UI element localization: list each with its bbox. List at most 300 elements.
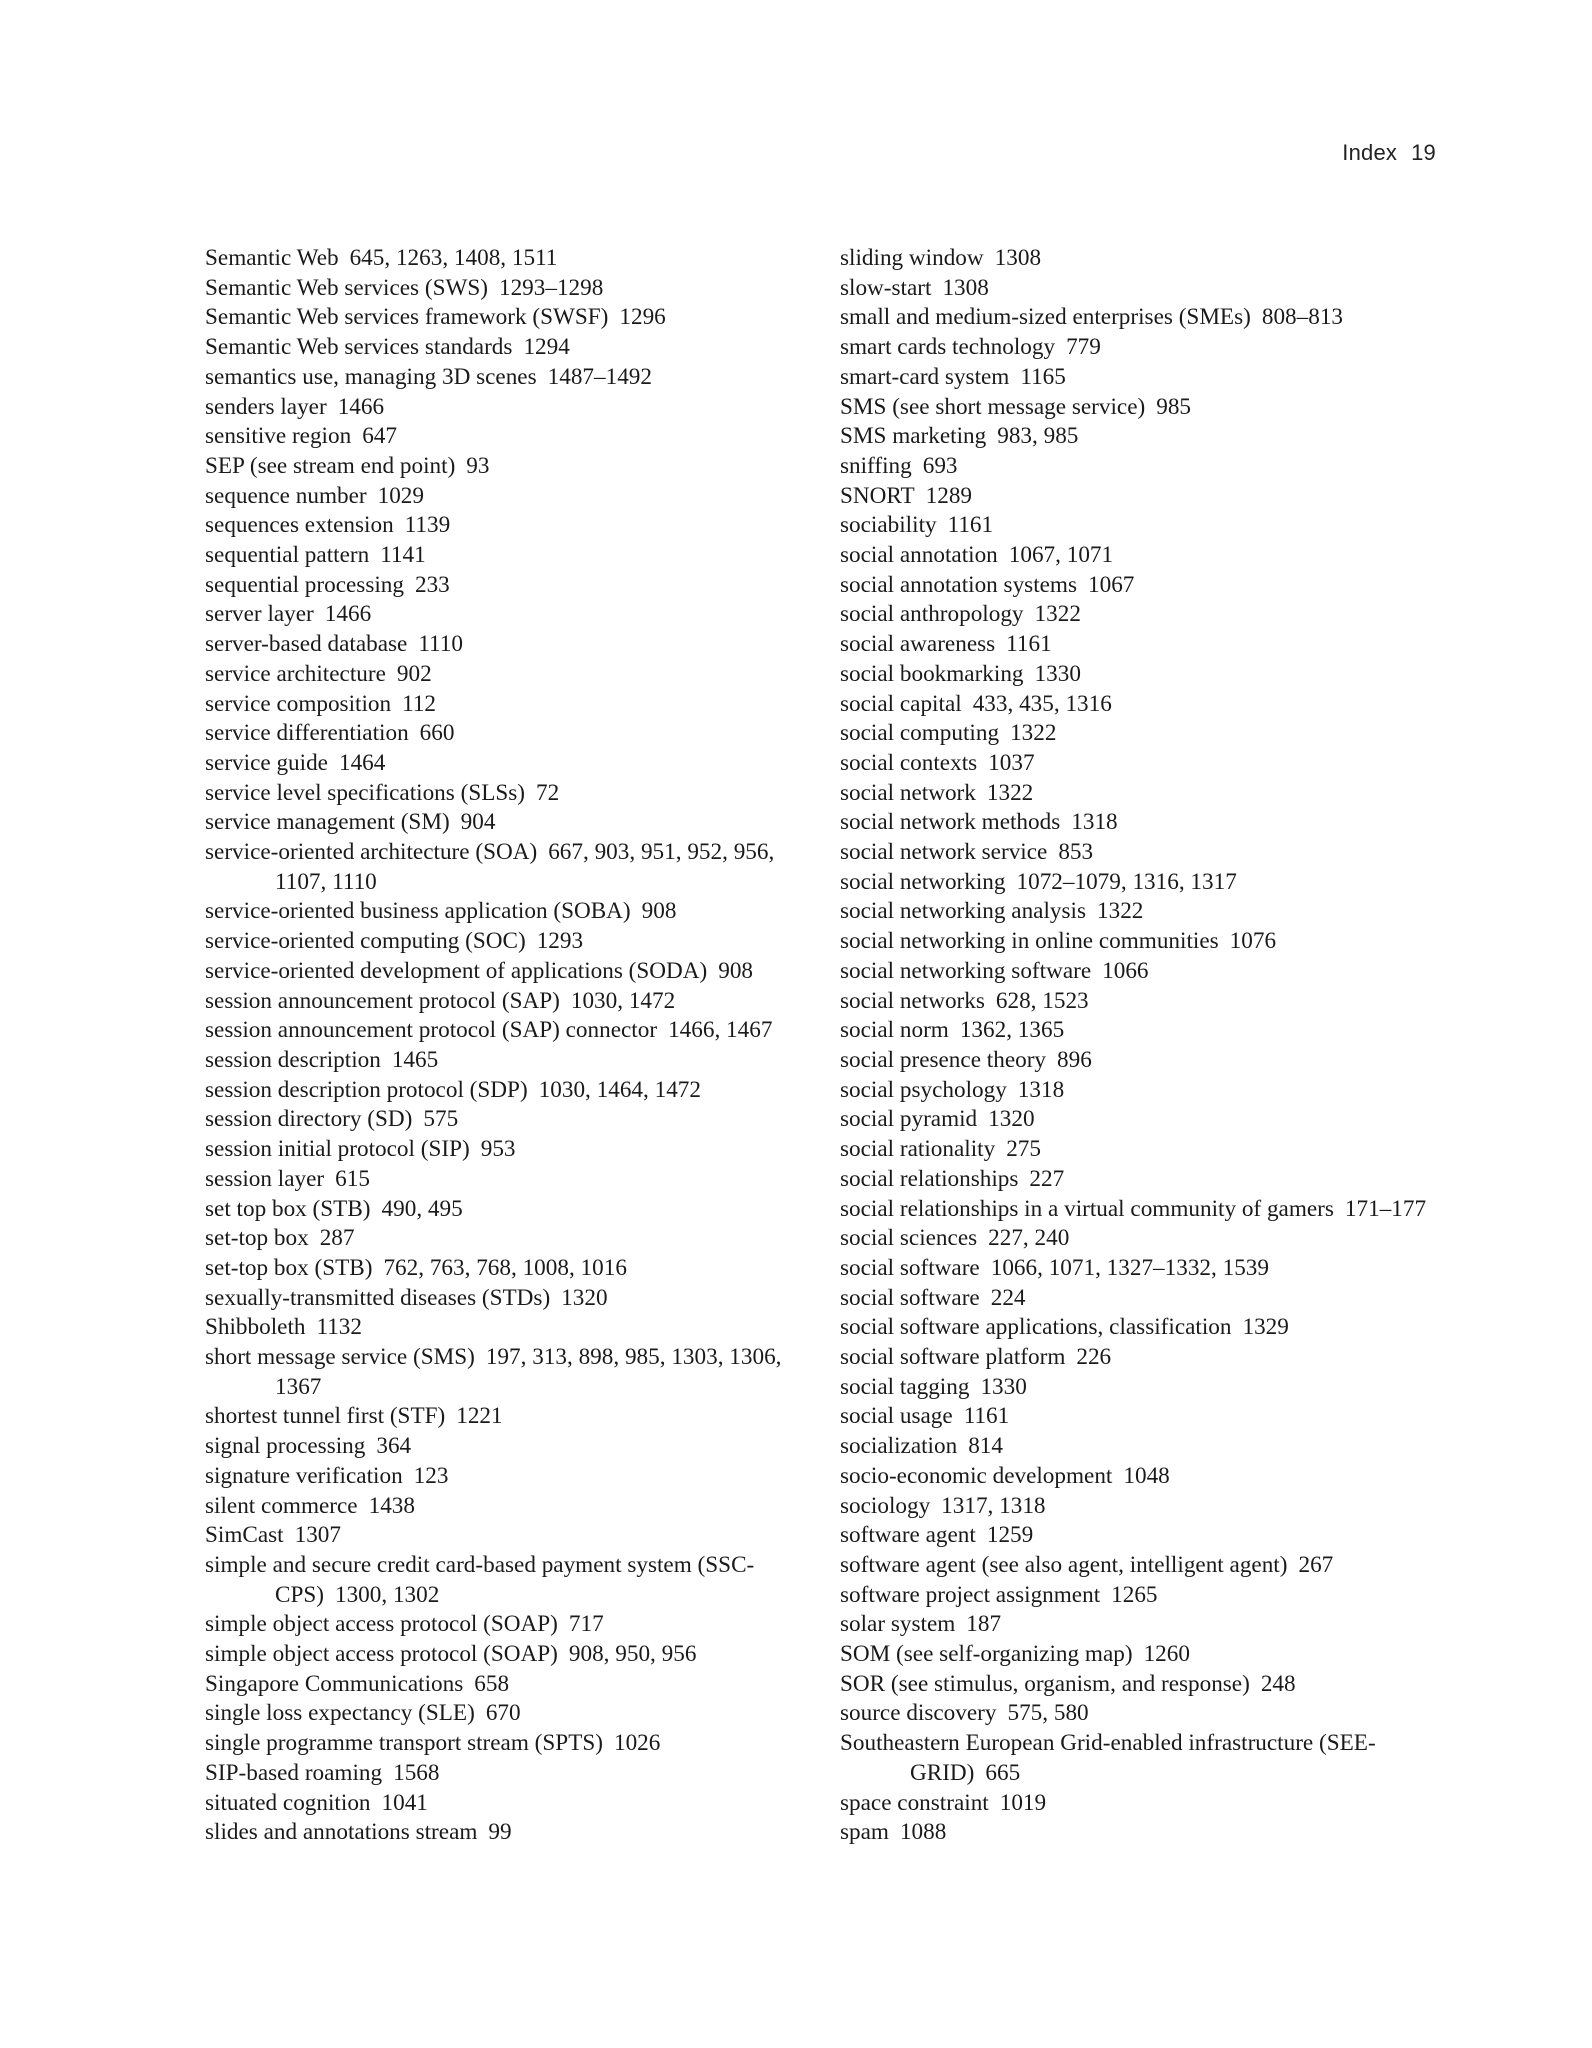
index-term: social networking software: [840, 957, 1092, 984]
index-term: situated cognition: [205, 1789, 371, 1816]
index-page-refs: 93: [466, 452, 490, 479]
index-term: Semantic Web services (SWS): [205, 274, 488, 301]
index-term: social networks: [840, 987, 985, 1014]
index-page-refs: 1161: [947, 512, 994, 539]
index-term: social anthropology: [840, 601, 1024, 628]
index-entry: [840, 1373, 1440, 1403]
index-page-refs: 187: [966, 1611, 1002, 1638]
index-page-refs: 985: [1156, 393, 1192, 420]
index-page-refs: 1259: [986, 1522, 1034, 1549]
index-entry: [205, 1076, 795, 1106]
index-page-refs: 1289: [925, 482, 972, 509]
index-term: social software: [840, 1284, 980, 1311]
index-term: slides and annotations stream: [205, 1819, 478, 1846]
index-entry: [840, 1224, 1440, 1254]
index-page-refs: 808–813: [1261, 304, 1343, 331]
index-entry: [205, 660, 795, 690]
index-page-refs: 575, 580: [1007, 1700, 1089, 1727]
index-term: software project assignment: [840, 1581, 1101, 1608]
index-page-refs: 717: [568, 1611, 604, 1638]
index-entry: [205, 1551, 795, 1610]
index-page-refs: 1293: [536, 928, 584, 955]
index-term: sniffing: [840, 452, 912, 479]
index-term: social networking analysis: [840, 898, 1086, 925]
index-entry: [840, 719, 1440, 749]
index-entry: [205, 1195, 795, 1225]
index-page-refs: 1322: [1097, 898, 1144, 925]
index-term: socio-economic development: [840, 1462, 1113, 1489]
index-entry: [840, 1551, 1440, 1581]
index-page-refs: 1139: [404, 512, 451, 539]
index-entry: [840, 393, 1440, 423]
index-term: social bookmarking: [840, 660, 1024, 687]
index-entry: [205, 1640, 795, 1670]
index-page-refs: 1322: [986, 779, 1034, 806]
index-entry: [205, 1818, 795, 1848]
index-page-refs: 670: [485, 1700, 521, 1727]
index-page-refs: 1161: [1006, 631, 1052, 658]
index-page-refs: 902: [396, 660, 432, 687]
index-page-refs: 853: [1058, 839, 1094, 866]
index-entry: [840, 779, 1440, 809]
index-term: sliding window: [840, 245, 984, 271]
index-entry: [205, 1610, 795, 1640]
index-page-refs: 1322: [1010, 720, 1057, 747]
index-term: service composition: [205, 690, 392, 717]
index-term: software agent: [840, 1522, 976, 1549]
index-entry: [840, 1492, 1440, 1522]
index-term: service-oriented business application (SOBA): [205, 898, 631, 925]
index-term: social rationality: [840, 1136, 996, 1163]
index-term: social software platform: [840, 1344, 1066, 1371]
index-term: socialization: [840, 1433, 958, 1460]
index-page-refs: 1165: [1020, 363, 1066, 390]
index-page-refs: 1296: [619, 304, 666, 331]
index-entry: [205, 1165, 795, 1195]
index-entry: [205, 690, 795, 720]
index-term: social psychology: [840, 1076, 1007, 1103]
index-term: sensitive region: [205, 423, 352, 450]
running-head: [1342, 140, 1436, 166]
index-page-refs: 1066, 1071, 1327–1332, 1539: [990, 1254, 1269, 1281]
index-entry: [205, 897, 795, 927]
index-page-refs: 1067, 1071: [1008, 542, 1114, 569]
index-entry: [205, 1462, 795, 1492]
index-term: set-top box (STB): [205, 1254, 373, 1281]
index-term: SMS (see short message service): [840, 393, 1146, 420]
index-page-refs: 224: [990, 1284, 1026, 1311]
index-page-refs: 1466, 1467: [668, 1017, 773, 1044]
index-page-refs: 1487–1492: [547, 363, 652, 390]
index-term: smart-card system: [840, 363, 1010, 390]
index-page-refs: 1320: [988, 1106, 1035, 1133]
index-term: Semantic Web services framework (SWSF): [205, 304, 609, 331]
index-entry: [205, 838, 795, 897]
index-term: single programme transport stream (SPTS): [205, 1730, 603, 1757]
index-entry: [205, 987, 795, 1017]
index-entry: [840, 541, 1440, 571]
index-term: session layer: [205, 1165, 325, 1192]
index-page-refs: 1026: [613, 1730, 661, 1757]
index-entry: [840, 1699, 1440, 1729]
index-term: social annotation systems: [840, 571, 1077, 598]
index-entry: [840, 1165, 1440, 1195]
index-term: Semantic Web services standards: [205, 334, 513, 361]
section-title: Index: [1342, 140, 1398, 165]
index-term: spam: [840, 1819, 889, 1846]
index-term: service level specifications (SLSs): [205, 779, 526, 806]
index-term: sexually-transmitted diseases (STDs): [205, 1284, 551, 1311]
index-term: session directory (SD): [205, 1106, 413, 1133]
index-entry: [840, 1729, 1440, 1788]
index-entry: [205, 1670, 795, 1700]
index-page-refs: 1318: [1017, 1076, 1065, 1103]
index-term: social relationships: [840, 1165, 1019, 1192]
index-page-refs: 628, 1523: [995, 987, 1089, 1014]
index-page-refs: 1568: [393, 1759, 440, 1786]
index-entry: [840, 1462, 1440, 1492]
index-term: short message service (SMS): [205, 1344, 475, 1371]
index-page-refs: 1308: [942, 274, 989, 301]
index-entry: [205, 1313, 795, 1343]
index-term: simple and secure credit card-based payment system (SSC-CPS): [205, 1551, 755, 1608]
index-term: session description protocol (SDP): [205, 1076, 528, 1103]
index-term: social awareness: [840, 631, 996, 658]
index-entry: [840, 244, 1440, 274]
index-entry: [840, 690, 1440, 720]
index-entry: [205, 1492, 795, 1522]
index-page-refs: 665: [985, 1759, 1021, 1786]
index-entry: [840, 1313, 1440, 1343]
index-entry: [205, 1343, 795, 1402]
index-term: sequences extension: [205, 512, 394, 539]
index-entry: [840, 571, 1440, 601]
index-term: SEP (see stream end point): [205, 452, 456, 479]
index-page-refs: 233: [414, 571, 450, 598]
index-term: set top box (STB): [205, 1195, 371, 1222]
index-entry: [840, 1046, 1440, 1076]
index-page-refs: 953: [480, 1136, 516, 1163]
index-entry: [205, 1284, 795, 1314]
index-entry: [205, 1521, 795, 1551]
index-entry: [840, 1195, 1440, 1225]
index-entry: [205, 541, 795, 571]
index-page-refs: 227: [1029, 1165, 1065, 1192]
index-page-refs: 779: [1066, 334, 1101, 361]
index-term: social software applications, classification: [840, 1314, 1232, 1341]
index-term: social presence theory: [840, 1046, 1047, 1073]
index-term: social software: [840, 1254, 980, 1281]
index-entry: [205, 1016, 795, 1046]
index-page-refs: 693: [922, 452, 958, 479]
index-page-refs: 660: [419, 720, 455, 747]
index-term: senders layer: [205, 393, 327, 420]
index-term: social network: [840, 779, 976, 806]
index-term: sociology: [840, 1492, 931, 1519]
index-page-refs: 1048: [1123, 1462, 1170, 1489]
index-page-refs: 171–177: [1344, 1195, 1427, 1222]
index-page-refs: 1029: [377, 482, 424, 509]
index-term: social computing: [840, 720, 1000, 747]
index-page-refs: 112: [402, 690, 437, 717]
index-entry: [205, 779, 795, 809]
index-term: service-oriented development of applications (SODA): [205, 957, 708, 984]
index-page-refs: 1088: [899, 1819, 947, 1846]
index-entry: [205, 1789, 795, 1819]
index-entry: [840, 1105, 1440, 1135]
index-page-refs: 1019: [999, 1789, 1047, 1816]
index-page-refs: 645, 1263, 1408, 1511: [349, 245, 558, 271]
index-entry: [840, 957, 1440, 987]
index-entry: [205, 808, 795, 838]
index-term: space constraint: [840, 1789, 989, 1816]
index-entry: [840, 1818, 1440, 1848]
index-term: social relationships in a virtual community of gamers: [840, 1195, 1334, 1222]
index-page-refs: 896: [1057, 1046, 1092, 1073]
index-page-refs: 647: [362, 423, 397, 450]
index-entry: [840, 1521, 1440, 1551]
index-term: sequential pattern: [205, 542, 370, 569]
index-term: social network methods: [840, 809, 1061, 836]
index-entry: [840, 1402, 1440, 1432]
index-entry: [840, 1670, 1440, 1700]
index-page-refs: 1465: [391, 1046, 439, 1073]
index-entry: [205, 363, 795, 393]
index-term: social tagging: [840, 1373, 970, 1400]
index-entry: [205, 303, 795, 333]
index-entry: [205, 1105, 795, 1135]
index-term: slow-start: [840, 274, 932, 301]
index-term: SOM (see self-organizing map): [840, 1641, 1133, 1668]
index-page-refs: 1320: [561, 1284, 608, 1311]
index-term: social annotation: [840, 542, 998, 569]
index-term: smart cards technology: [840, 334, 1056, 361]
index-term: silent commerce: [205, 1492, 358, 1519]
index-page-refs: 1307: [294, 1522, 341, 1549]
index-entry: [205, 1699, 795, 1729]
index-entry: [840, 1640, 1440, 1670]
index-entry: [205, 600, 795, 630]
index-term: solar system: [840, 1611, 956, 1638]
index-entry: [205, 1402, 795, 1432]
index-page-refs: 1308: [994, 245, 1042, 271]
index-entry: [840, 482, 1440, 512]
index-page-refs: 667, 903, 951, 952, 956, 1107, 1110: [275, 839, 775, 895]
index-page-refs: 1317, 1318: [941, 1492, 1046, 1519]
index-term: sequential processing: [205, 571, 404, 598]
index-entry: [840, 1432, 1440, 1462]
index-entry: [840, 1581, 1440, 1611]
index-term: SIP-based roaming: [205, 1759, 383, 1786]
index-entry: [840, 1789, 1440, 1819]
index-term: session description: [205, 1046, 381, 1073]
index-entry: [840, 511, 1440, 541]
index-page-refs: 1322: [1034, 601, 1081, 628]
index-term: social contexts: [840, 749, 978, 776]
index-entry: [205, 422, 795, 452]
index-page-refs: 490, 495: [381, 1195, 463, 1222]
index-entry: [205, 333, 795, 363]
index-page-refs: 1066: [1102, 957, 1149, 984]
index-page-refs: 1330: [980, 1373, 1027, 1400]
index-entry: [840, 868, 1440, 898]
index-entry: [205, 1759, 795, 1789]
index-entry: [840, 422, 1440, 452]
index-term: signature verification: [205, 1462, 403, 1489]
index-entry: [205, 1135, 795, 1165]
index-page-refs: 1466: [337, 393, 385, 420]
index-entry: [840, 1076, 1440, 1106]
index-term: signal processing: [205, 1433, 366, 1460]
index-page-refs: 267: [1298, 1551, 1334, 1578]
index-entry: [205, 1046, 795, 1076]
index-entry: [205, 1432, 795, 1462]
index-page-refs: 1037: [988, 749, 1035, 776]
index-entry: [840, 1284, 1440, 1314]
index-entry: [840, 1254, 1440, 1284]
index-page-refs: 1265: [1111, 1581, 1158, 1608]
index-page-refs: 1067: [1088, 571, 1135, 598]
index-term: shortest tunnel first (STF): [205, 1403, 446, 1430]
index-term: single loss expectancy (SLE): [205, 1700, 475, 1727]
index-entry: [840, 274, 1440, 304]
index-entry: [840, 1610, 1440, 1640]
index-term: social usage: [840, 1403, 953, 1430]
index-page-refs: 123: [413, 1462, 449, 1489]
index-entry: [205, 630, 795, 660]
index-term: simple object access protocol (SOAP): [205, 1641, 558, 1668]
index-page-refs: 275: [1006, 1136, 1041, 1163]
index-term: session announcement protocol (SAP) connector: [205, 1017, 658, 1044]
index-entry: [840, 838, 1440, 868]
index-page-refs: 1076: [1229, 928, 1277, 955]
index-entry: [205, 1254, 795, 1284]
index-term: Semantic Web: [205, 245, 339, 271]
index-page-refs: 1260: [1143, 1641, 1190, 1668]
index-term: Singapore Communications: [205, 1670, 464, 1697]
index-entry: [205, 452, 795, 482]
index-term: server-based database: [205, 631, 408, 658]
index-term: social networking: [840, 868, 1006, 895]
index-entry: [840, 630, 1440, 660]
index-entry: [205, 244, 795, 274]
index-page-refs: 1329: [1242, 1314, 1289, 1341]
index-page-refs: 1466: [324, 601, 372, 628]
index-page-refs: 904: [460, 809, 496, 836]
index-term: small and medium-sized enterprises (SMEs): [840, 304, 1251, 331]
index-entry: [205, 1729, 795, 1759]
index-page-refs: 908: [641, 898, 677, 925]
index-page-refs: 658: [474, 1670, 510, 1697]
index-entry: [205, 571, 795, 601]
index-term: session announcement protocol (SAP): [205, 987, 560, 1014]
index-term: service management (SM): [205, 809, 450, 836]
index-page-refs: 248: [1260, 1670, 1296, 1697]
index-term: sequence number: [205, 482, 367, 509]
index-term: session initial protocol (SIP): [205, 1136, 470, 1163]
index-page-refs: 1110: [418, 631, 463, 658]
index-entry: [205, 719, 795, 749]
index-term: SimCast: [205, 1522, 284, 1549]
index-entry: [840, 600, 1440, 630]
index-entry: [840, 987, 1440, 1017]
index-page-refs: 287: [319, 1225, 355, 1252]
index-term: social norm: [840, 1017, 949, 1044]
index-entry: [840, 897, 1440, 927]
index-page-refs: 227, 240: [988, 1225, 1070, 1252]
index-page-refs: 72: [536, 779, 560, 806]
index-page-refs: 814: [968, 1433, 1003, 1460]
index-page-refs: 1318: [1071, 809, 1118, 836]
index-term: set-top box: [205, 1225, 309, 1252]
page-number: 19: [1411, 140, 1436, 165]
index-entry: [840, 452, 1440, 482]
index-page-refs: 1041: [381, 1789, 428, 1816]
index-term: service-oriented architecture (SOA): [205, 839, 538, 866]
index-entry: [840, 660, 1440, 690]
index-page-refs: 1300, 1302: [334, 1581, 440, 1608]
index-term: simple object access protocol (SOAP): [205, 1611, 558, 1638]
index-term: SOR (see stimulus, organism, and response): [840, 1670, 1250, 1697]
index-term: service differentiation: [205, 720, 409, 747]
index-entry: [840, 749, 1440, 779]
index-page-refs: 1141: [380, 542, 426, 569]
index-term: semantics use, managing 3D scenes: [205, 363, 537, 390]
index-entry: [840, 927, 1440, 957]
index-term: social sciences: [840, 1225, 978, 1252]
index-term: social capital: [840, 690, 962, 717]
index-term: server layer: [205, 601, 314, 628]
index-page-refs: 575: [423, 1106, 459, 1133]
index-entry: [840, 333, 1440, 363]
index-page-refs: 226: [1076, 1344, 1112, 1371]
index-page-refs: 1161: [963, 1403, 1010, 1430]
index-column-left: [205, 244, 795, 1848]
index-page-refs: 433, 435, 1316: [972, 690, 1112, 717]
index-term: service guide: [205, 749, 328, 776]
index-term: Shibboleth: [205, 1314, 306, 1341]
index-term: SMS marketing: [840, 423, 987, 450]
index-term: social networking in online communities: [840, 928, 1219, 955]
index-entry: [205, 511, 795, 541]
index-page-refs: 1221: [456, 1403, 503, 1430]
index-entry: [205, 749, 795, 779]
index-page-refs: 1464: [338, 749, 386, 776]
index-entry: [840, 303, 1440, 333]
index-term: Southeastern European Grid-enabled infrastructure (SEE-GRID): [840, 1730, 1376, 1786]
index-column-right: [840, 244, 1440, 1848]
index-term: software agent (see also agent, intelligent agent): [840, 1551, 1288, 1578]
index-term: sociability: [840, 512, 937, 539]
index-term: service-oriented computing (SOC): [205, 928, 526, 955]
index-page-refs: 1030, 1472: [570, 987, 676, 1014]
index-page-refs: 983, 985: [997, 423, 1079, 450]
index-page-refs: 364: [376, 1433, 412, 1460]
index-term: social pyramid: [840, 1106, 978, 1133]
index-entry: [840, 1016, 1440, 1046]
index-page-refs: 762, 763, 768, 1008, 1016: [383, 1254, 627, 1281]
index-page-refs: 908, 950, 956: [568, 1641, 697, 1668]
index-entry: [840, 1343, 1440, 1373]
index-page-refs: 1030, 1464, 1472: [538, 1076, 701, 1103]
index-entry: [205, 927, 795, 957]
index-page-refs: 1294: [523, 334, 570, 361]
index-term: SNORT: [840, 482, 915, 509]
index-page-refs: 1132: [316, 1314, 362, 1341]
index-entry: [840, 808, 1440, 838]
index-entry: [840, 363, 1440, 393]
index-page-refs: 615: [335, 1165, 370, 1192]
